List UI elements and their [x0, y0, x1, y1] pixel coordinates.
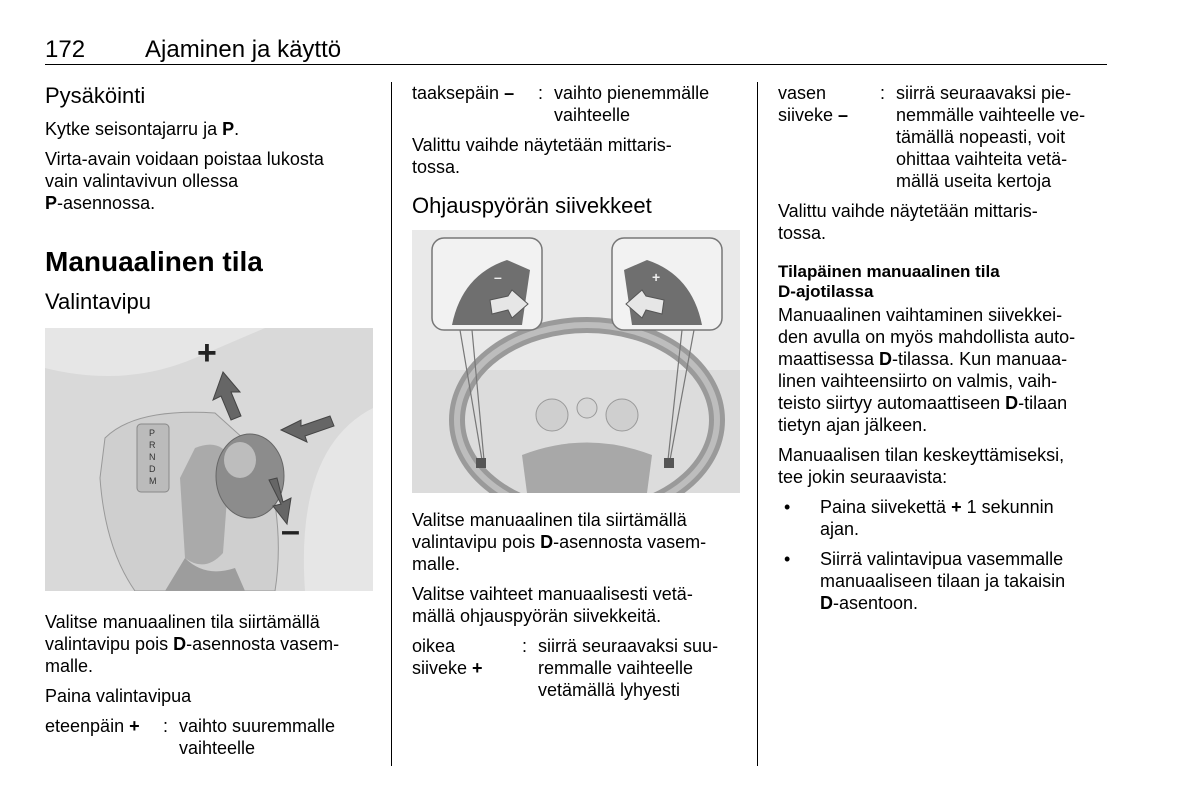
list-item: • Siirrä valintavipua vasemmalle manuaaliseen tilaan ja takaisin D-asentoon. [778, 548, 1108, 614]
paragraph: Manuaalinen vaihtaminen siivekkei- den avulla on myös mahdollista auto- maattisessa D-tilassa. Kun manuaa- linen vaihteensiirto on valmis, vaih- teisto siirtyy automaattiseen D-tilaan tietyn ajan jälkeen. [778, 305, 1076, 435]
term-label: taaksepäin [412, 83, 500, 103]
definition-value: vaihto pienemmälle vaihteelle [554, 83, 710, 125]
minus-icon: – [504, 83, 515, 103]
column-2 [412, 82, 742, 701]
paragraph: Valittu vaihde näytetään mittaris- tossa. [778, 201, 1038, 243]
chapter-title: Ajaminen ja käyttö [145, 36, 342, 63]
page-number: 172 [45, 36, 86, 63]
plus-icon: + [129, 716, 140, 736]
section-heading-parking: Pysäköinti [45, 83, 146, 108]
definition-row-back [412, 82, 742, 126]
subheading-paddles: Ohjauspyörän siivekkeet [412, 193, 652, 218]
definition-row-forward [45, 715, 373, 759]
column-divider [757, 82, 758, 766]
subheading-lever: Valintavipu [45, 289, 151, 314]
column-1 [45, 82, 373, 759]
colon: : [163, 716, 169, 736]
column-divider [391, 82, 392, 766]
bullet: • [784, 549, 791, 569]
paragraph: Virta-avain voidaan poistaa lukosta vain valintavivun ollessa P-asennossa. [45, 149, 324, 213]
gate-letter: M [149, 476, 157, 486]
minus-icon: – [838, 105, 849, 125]
gate-letter: R [149, 440, 156, 450]
plus-icon: + [951, 497, 962, 517]
term-label: vasen [778, 83, 827, 103]
term-label: oikea [412, 636, 456, 656]
paragraph: Manuaalisen tilan keskeyttämiseksi, tee jokin seuraavista: [778, 445, 1065, 487]
steering-wheel-illustration [412, 230, 740, 493]
gate-letter: N [149, 452, 156, 462]
definition-value: siirrä seuraavaksi suu- remmalle vaihteelle vetämällä lyhyesti [538, 636, 719, 700]
paragraph: Kytke seisontajarru ja P. [45, 119, 240, 139]
column-3 [778, 82, 1108, 614]
term-label: siiveke [412, 658, 468, 678]
term-label: siiveke [778, 105, 834, 125]
paragraph: Valitse vaihteet manuaalisesti vetä- mällä ohjauspyörän siivekkeitä. [412, 584, 693, 626]
colon: : [880, 83, 886, 103]
definition-value: siirrä seuraavaksi pie- nemmälle vaihteelle ve- tämällä nopeasti, voit ohittaa vaihteita vetä- mällä useita kertoja [896, 83, 1086, 191]
definition-row-left-paddle [778, 82, 1108, 192]
definition-value: vaihto suuremmalle vaihteelle [179, 716, 336, 758]
bullet: • [784, 497, 791, 517]
paddle-plus-sign: + [652, 269, 661, 285]
paragraph: Valittu vaihde näytetään mittaris- tossa. [412, 135, 672, 177]
gate-letter: D [149, 464, 156, 474]
paddle-minus-sign: – [494, 269, 502, 285]
gear-lever-illustration [45, 328, 373, 591]
paragraph: Valitse manuaalinen tila siirtämällä valintavipu pois D-asennosta vasem- malle. [412, 510, 707, 574]
list-item: • Paina siivekettä + 1 sekunnin ajan. [778, 496, 1108, 540]
steering-wheel-drawing [412, 230, 740, 493]
gear-lever-drawing [45, 328, 373, 591]
lever-plus-sign: + [197, 334, 217, 372]
plus-icon: + [472, 658, 483, 678]
section-heading-manual: Manuaalinen tila [45, 246, 263, 277]
colon: : [538, 83, 544, 103]
lever-minus-sign: – [281, 512, 300, 550]
colon: : [522, 636, 528, 656]
term-label: eteenpäin [45, 716, 125, 736]
subheading-temporary-manual: Tilapäinen manuaalinen tila D-ajotilassa [778, 262, 1000, 301]
paragraph: Paina valintavipua [45, 686, 192, 706]
paragraph: Valitse manuaalinen tila siirtämällä valintavipu pois D-asennosta vasem- malle. [45, 612, 340, 676]
gate-letter: P [149, 428, 156, 438]
page-header [45, 36, 1107, 65]
definition-row-right-paddle [412, 635, 742, 701]
